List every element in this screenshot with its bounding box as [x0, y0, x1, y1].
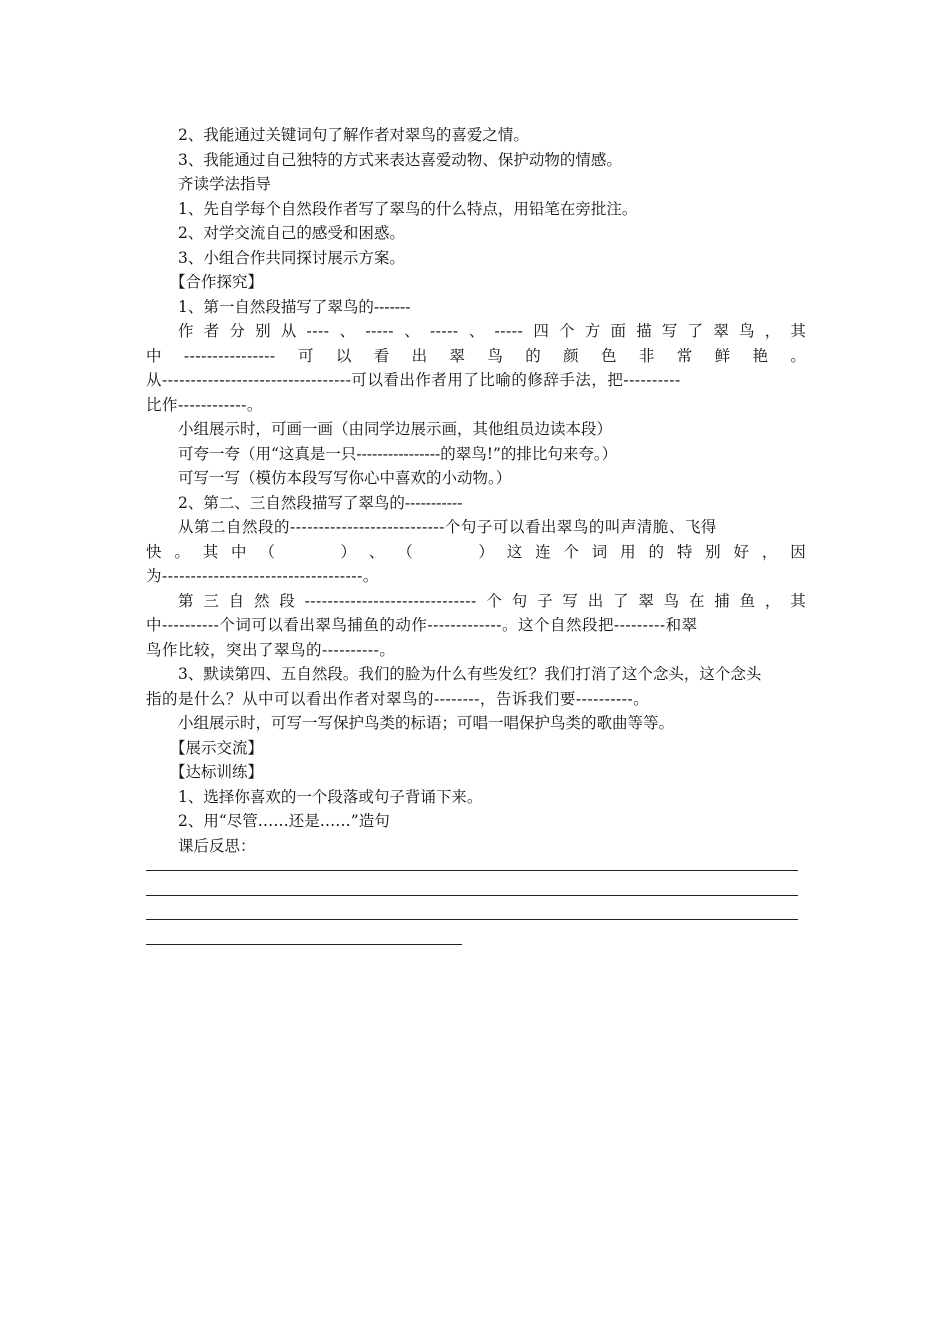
text-token: ---- — [306, 322, 330, 340]
q1-line-4: 比作------------。 — [146, 395, 263, 414]
training-heading: 【达标训练】 — [170, 763, 264, 781]
text-token: 。 — [174, 542, 190, 561]
text-token: 鸟 — [739, 322, 755, 340]
text-token: 出 — [411, 346, 428, 365]
text-token: 看 — [373, 346, 390, 365]
explore-heading: 【合作探究】 — [170, 273, 264, 291]
text-token: 的 — [525, 346, 541, 365]
reflection-line-3[interactable] — [146, 907, 806, 932]
text-token: 了 — [687, 322, 704, 340]
q2-line-1: 从第二自然段的---------------------------个句子可以看出翠鸟的叫声清脆、飞得 — [178, 518, 717, 536]
text-token: 出 — [587, 591, 604, 610]
training-1: 1、选择你喜欢的一个段落或句子背诵下来。 — [178, 787, 483, 806]
text-token: 个 — [559, 322, 575, 340]
group-show-1: 小组展示时，可画一画（由同学边展示画，其他组员边读本段） — [178, 420, 613, 438]
method-3: 3、小组合作共同探讨展示方案。 — [178, 248, 405, 267]
text-token: 其 — [790, 591, 806, 610]
text-token: 中 — [146, 346, 162, 365]
text-token: 快 — [146, 542, 162, 561]
text-token: 面 — [610, 322, 627, 340]
text-token: 个 — [563, 542, 579, 561]
text-token: 的 — [648, 542, 664, 561]
text-token: 特 — [676, 542, 693, 561]
text-token: 用 — [620, 542, 636, 561]
text-token: 段 — [279, 591, 295, 610]
q3-line-1: 3、默读第四、五自然段。我们的脸为什么有些发红？我们打消了这个念头，这个念头 — [178, 665, 762, 683]
text-token: 连 — [535, 542, 551, 561]
text-token: 写 — [661, 322, 678, 340]
text-token: 作 — [178, 322, 194, 340]
reflection-line-2[interactable] — [146, 883, 806, 908]
text-token: 鸟 — [663, 591, 680, 610]
text-token: 。 — [790, 346, 806, 365]
document-page — [146, 123, 806, 956]
text-token: ， — [764, 322, 781, 340]
q1-line-1 — [146, 319, 806, 344]
text-token: 了 — [613, 591, 629, 610]
text-token — [288, 540, 328, 565]
text-token: ） — [340, 542, 357, 561]
write-line: 可写一写（模仿本段写写你心中喜欢的小动物。） — [178, 469, 512, 487]
text-token: 捕 — [714, 591, 730, 610]
method-1: 1、先自学每个自然段作者写了翠鸟的什么特点，用铅笔在旁批注。 — [178, 199, 638, 218]
text-token: 鸟 — [487, 346, 503, 365]
text-token: 因 — [790, 542, 806, 561]
text-token: 别 — [705, 542, 721, 561]
text-token: 写 — [562, 591, 578, 610]
text-token: 以 — [335, 346, 352, 365]
goal-2: 2、我能通过关键词句了解作者对翠鸟的喜爱之情。 — [178, 126, 529, 144]
q2-line-5: 中----------个词可以看出翠鸟捕鱼的动作-------------。这个自然段把---------和翠 — [146, 616, 698, 634]
text-token: ， — [761, 542, 778, 561]
text-token: 常 — [676, 346, 693, 365]
text-token: （ — [397, 542, 413, 561]
text-token: 非 — [638, 346, 655, 365]
praise-line: 可夸一夸（用“这真是一只----------------的翠鸟!”的排比句来夸。） — [178, 444, 618, 463]
reflection-line-1[interactable] — [146, 858, 806, 883]
text-token — [426, 540, 466, 565]
text-token: 、 — [339, 322, 356, 340]
text-token: 然 — [253, 591, 270, 610]
text-token: 翠 — [638, 591, 654, 610]
text-token: ------------------------------ — [304, 591, 477, 610]
q3-line-2: 指的是什么？从中可以看出作者对翠鸟的--------，告诉我们要----------。 — [146, 689, 650, 708]
text-token: 子 — [537, 591, 553, 610]
text-token: （ — [259, 542, 275, 561]
training-2: 2、用“尽管……还是……”造句 — [178, 812, 390, 830]
q2-line-4 — [146, 589, 806, 614]
text-token: 翠 — [449, 346, 466, 365]
text-token: 者 — [203, 322, 220, 340]
text-token: 方 — [584, 322, 601, 340]
method-2: 2、对学交流自己的感受和困惑。 — [178, 224, 405, 242]
text-token: 在 — [688, 591, 705, 610]
text-token: 第 — [178, 591, 194, 610]
text-token: 词 — [591, 542, 608, 561]
text-token: ---------------- — [183, 346, 276, 365]
text-token: 个 — [486, 591, 502, 610]
text-token: 描 — [636, 322, 652, 340]
text-token: 鱼 — [739, 591, 756, 610]
text-token: 翠 — [713, 322, 729, 340]
text-token: ） — [478, 542, 494, 561]
reflection-line-4[interactable] — [146, 932, 806, 957]
text-token: 自 — [228, 591, 245, 610]
group-show-2: 小组展示时，可写一写保护鸟类的标语；可唱一唱保护鸟类的歌曲等等。 — [178, 714, 675, 732]
q1-line-2 — [146, 344, 806, 369]
text-token: 好 — [733, 542, 750, 561]
q2-line-3: 为-----------------------------------。 — [146, 567, 379, 585]
text-token: 鲜 — [714, 346, 731, 365]
text-token: ----- — [365, 322, 395, 340]
text-token: 三 — [203, 591, 219, 610]
q1-line-3: 从---------------------------------可以看出作者用了比喻的修辞手法，把---------- — [146, 371, 681, 389]
question-1: 1、第一自然段描写了翠鸟的------- — [178, 297, 411, 316]
text-token: ----- — [429, 322, 459, 340]
reflection-heading: 课后反思： — [178, 836, 256, 855]
text-token: 可 — [298, 346, 314, 365]
text-token: 艳 — [752, 346, 769, 365]
text-token: 别 — [255, 322, 271, 340]
text-token: 分 — [229, 322, 245, 340]
text-token: 这 — [506, 542, 523, 561]
goal-3: 3、我能通过自己独特的方式来表达喜爱动物、保护动物的情感。 — [178, 150, 622, 169]
q2-line-2 — [146, 540, 806, 565]
text-token: 、 — [368, 542, 385, 561]
text-token: 色 — [601, 346, 617, 365]
text-token: 、 — [468, 322, 485, 340]
text-token: 颜 — [563, 346, 579, 365]
text-token: 其 — [790, 322, 806, 340]
display-heading: 【展示交流】 — [170, 738, 264, 757]
text-token: ----- — [494, 322, 524, 340]
text-token: 从 — [280, 322, 297, 340]
text-token: ， — [764, 591, 781, 610]
q2-line-6: 鸟作比较，突出了翠鸟的----------。 — [146, 640, 396, 659]
text-token: 其 — [202, 542, 219, 561]
question-2: 2、第二、三自然段描写了翠鸟的----------- — [178, 493, 463, 512]
text-token: 、 — [404, 322, 420, 340]
text-token: 中 — [231, 542, 247, 561]
method-heading: 齐读学法指导 — [178, 175, 272, 193]
text-token: 四 — [533, 322, 549, 340]
text-token: 句 — [511, 591, 528, 610]
